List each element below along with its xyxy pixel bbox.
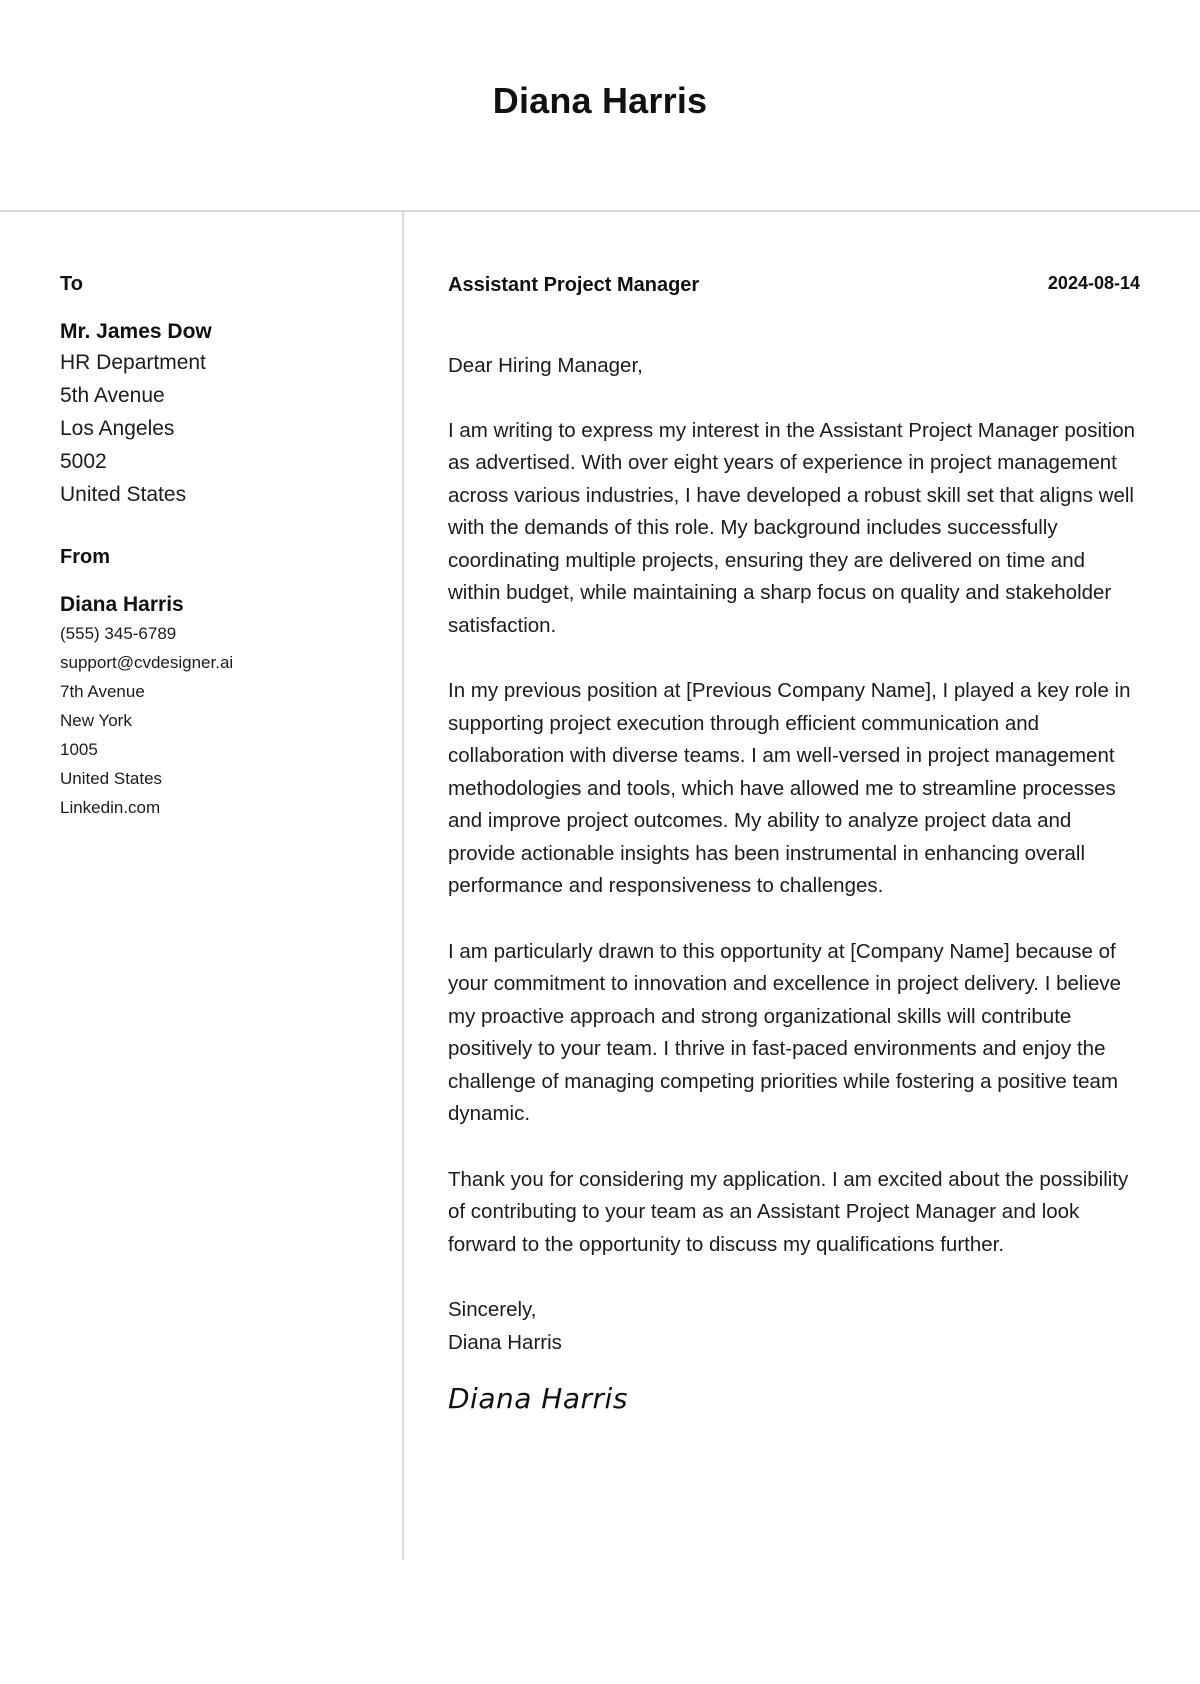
- address-sidebar: [60, 272, 380, 822]
- letter-date: 2024-08-14: [1047, 273, 1140, 293]
- recipient-heading: To: [60, 273, 83, 295]
- recipient-city: Los Angeles: [60, 417, 175, 440]
- letter-closing-name: Diana Harris: [448, 1330, 562, 1354]
- handwritten-signature: Diana Harris: [448, 1382, 628, 1415]
- recipient-postal-code: 5002: [60, 450, 107, 473]
- recipient-street: 5th Avenue: [60, 384, 165, 407]
- sender-city: New York: [60, 711, 132, 730]
- applicant-name-title: Diana Harris: [492, 80, 708, 121]
- sender-name: Diana Harris: [60, 593, 184, 616]
- sender-postal-code: 1005: [60, 740, 98, 759]
- recipient-name: Mr. James Dow: [60, 320, 212, 343]
- recipient-country: United States: [60, 483, 187, 506]
- recipient-department: HR Department: [60, 351, 206, 374]
- sender-street: 7th Avenue: [60, 682, 145, 701]
- page-header: [0, 0, 1200, 212]
- letter-paragraph: I am particularly drawn to this opportunity at [Company Name] because of your commitment to innovation and excellence in project delivery. I believe my proactive approach and strong organizational skills will contribute positively to your team. I thrive in fast-paced environments and enjoy the challenge of managing competing priorities while fostering a positive team dynamic.: [448, 939, 1122, 1125]
- letter-paragraph: I am writing to express my interest in the Assistant Project Manager position as advertised. With over eight years of experience in project management across various industries, I have developed a robust skill set that aligns well with the demands of this role. My background includes successfully coordinating multiple projects, ensuring they are delivered on time and within budget, while maintaining a sharp focus on quality and stakeholder satisfaction.: [448, 418, 1136, 637]
- letter-paragraph: In my previous position at [Previous Company Name], I played a key role in supporting project execution through efficient communication and collaboration with diverse teams. I am well-versed in project management methodologies and tools, which have allowed me to streamline processes and improve project outcomes. My ability to analyze project data and provide actionable insights has been instrumental in enhancing overall performance and responsiveness to challenges.: [448, 679, 1131, 897]
- letter-body: [448, 350, 1140, 1417]
- sender-phone: (555) 345-6789: [60, 624, 177, 643]
- letter-paragraph: Thank you for considering my application. I am excited about the possibility of contributing to your team as an Assistant Project Manager and look forward to the opportunity to discuss my qualifications further.: [448, 1167, 1129, 1256]
- letter-closing: Sincerely,: [448, 1298, 537, 1321]
- letter-greeting: Dear Hiring Manager,: [448, 354, 643, 377]
- job-title: Assistant Project Manager: [448, 274, 700, 296]
- sender-linkedin: Linkedin.com: [60, 798, 161, 817]
- sender-email: support@cvdesigner.ai: [60, 653, 234, 672]
- sender-heading: From: [60, 546, 110, 568]
- sender-country: United States: [60, 769, 163, 788]
- column-divider: [402, 210, 404, 1560]
